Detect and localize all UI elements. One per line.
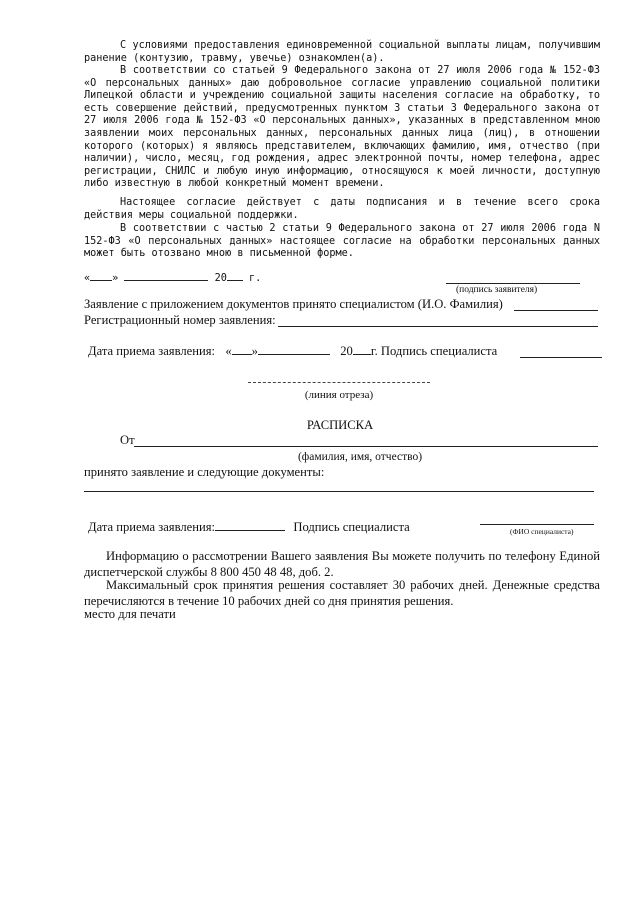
date-open-quote: « — [84, 273, 91, 284]
cut-line-caption: (линия отреза) — [304, 389, 374, 401]
receipt-date-label-2: Дата приема заявления: — [88, 520, 216, 534]
receipt-month-blank[interactable] — [258, 354, 330, 355]
year-blank[interactable] — [227, 280, 243, 281]
receipt-year-suffix: г. — [370, 344, 378, 358]
year-prefix: 20 — [214, 273, 227, 284]
receipt-date-row-2 — [88, 520, 410, 535]
consent-paragraph-2: В соответствии со статьей 9 Федерального закона от 27 июля 2006 года № 152-ФЗ «О персональных данных» даю добровольное согласие управлению социальной политики Липецкой области и учреждению социальной защиты населения согласие на обработку, то есть совершение действий, предусмотренных пунктом 3 статьи 3 Федерального закона от 27 июля 2006 года № 152-ФЗ «О персональных данных», указанных в представленном мною заявлении моих персональных данных, персональных данных лица (лиц), в отношении которого (которых) я являюсь представителем, включающих фамилию, имя, отчество (при наличии), число, месяц, год рождения, адрес электронной почты, номер телефона, адрес регистрации, СНИЛС и любую иную информацию, относящуюся к моей личности, доступную либо известную в любой конкретный момент времени. — [84, 65, 600, 190]
receipt-docs-line[interactable] — [84, 491, 594, 492]
stamp-place-label: место для печати — [84, 607, 176, 621]
consent-paragraph-3: Настоящее согласие действует с даты подписания и в течение всего срока действия меры социальной поддержки. — [84, 197, 600, 221]
reg-number-label: Регистрационный номер заявления: — [84, 313, 276, 327]
receipt-accepted-docs: принято заявление и следующие документы: — [84, 465, 325, 479]
receipt-title: РАСПИСКА — [306, 418, 374, 432]
info-paragraph-1: Информацию о рассмотрении Вашего заявления Вы можете получить по телефону Единой диспетчерской службы 8 800 450 48 48, доб. 2. — [84, 549, 600, 579]
reg-number-line[interactable] — [278, 326, 598, 327]
receipt-signature-label-2: Подпись специалиста — [293, 520, 410, 534]
receipt-date-blank[interactable] — [215, 530, 285, 531]
receipt-day-blank[interactable] — [232, 354, 252, 355]
receipt-signature-label: Подпись специалиста — [380, 344, 498, 358]
receipt-open-quote: « — [225, 344, 232, 358]
month-blank[interactable] — [124, 280, 208, 281]
accepted-by-label: Заявление с приложением документов принято специалистом (И.О. Фамилия) — [84, 297, 503, 311]
receipt-from-line[interactable] — [134, 446, 598, 447]
applicant-signature-line[interactable] — [446, 283, 580, 284]
receipt-fio-caption: (фамилия, имя, отчество) — [297, 451, 423, 463]
applicant-date-line — [84, 273, 261, 286]
receipt-year-prefix: 20 — [340, 344, 353, 358]
year-suffix: г. — [248, 273, 262, 284]
specialist-name-line[interactable] — [514, 310, 598, 311]
consent-paragraph-1: С условиями предоставления единовременной социальной выплаты лицам, получившим ранение (контузию, травму, увечье) ознакомлен(а). — [84, 40, 600, 64]
applicant-signature-caption: (подпись заявителя) — [456, 285, 538, 295]
receipt-date-row — [88, 344, 497, 359]
receipt-specialist-line[interactable] — [480, 524, 594, 525]
consent-paragraph-4: В соответствии с частью 2 статьи 9 Федерального закона от 27 июля 2006 года N 152-ФЗ «О персональных данных» настоящее согласие на обработки персональных данных может быть отозвано мною в письменной форме. — [84, 223, 600, 260]
receipt-close-quote: » — [251, 344, 258, 358]
receipt-from-label: От — [120, 433, 135, 447]
receipt-date-label: Дата приема заявления: — [88, 344, 216, 358]
receipt-year-blank[interactable] — [353, 354, 371, 355]
receipt-signature-line[interactable] — [520, 357, 602, 358]
date-close-quote: » — [112, 273, 119, 284]
cut-line — [248, 382, 430, 383]
receipt-fio-specialist-caption: (ФИО специалиста) — [510, 527, 574, 536]
day-blank[interactable] — [90, 280, 112, 281]
info-paragraph-2: Максимальный срок принятия решения составляет 30 рабочих дней. Денежные средства перечисляются в течение 10 рабочих дней со дня принятия решения. — [84, 578, 600, 608]
